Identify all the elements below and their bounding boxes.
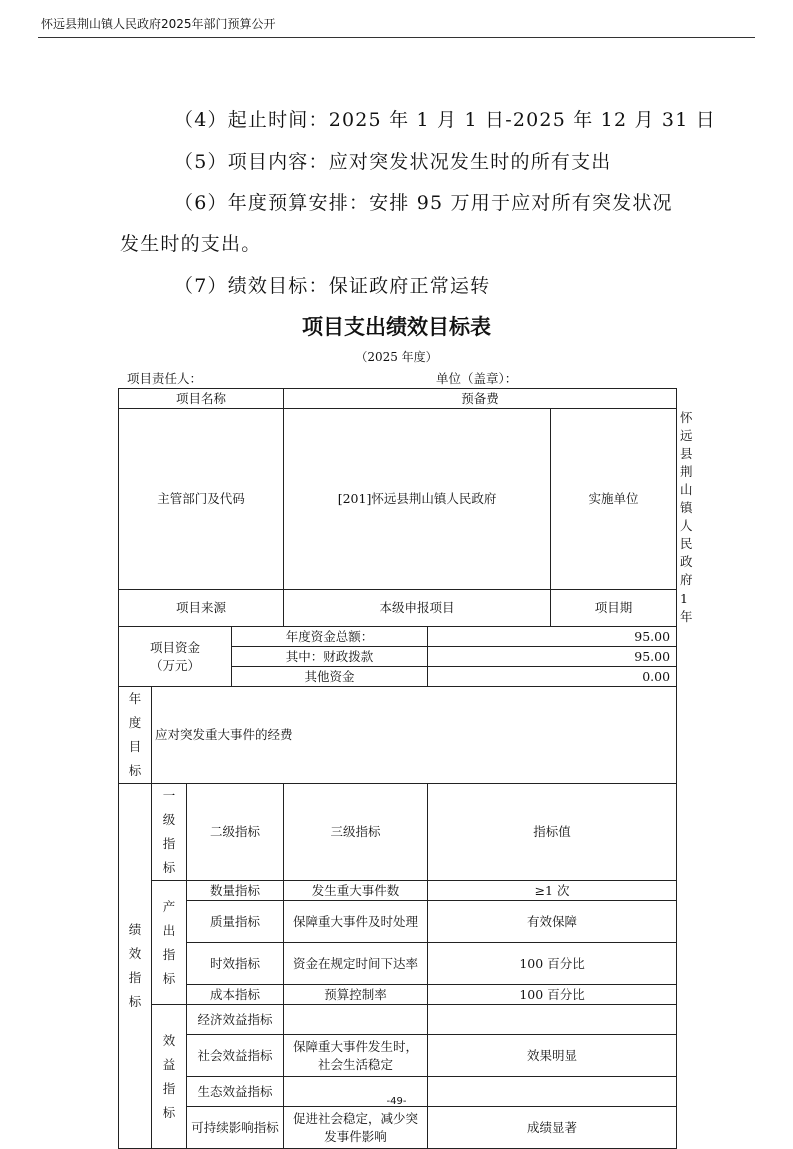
paragraph-content: （5）项目内容：应对突发状况发生时的所有支出 [174,151,612,173]
level2-cell: 成本指标 [187,985,284,1005]
benefit-char: 效 [162,1032,176,1048]
output-indicators-label [152,881,187,1005]
level1-char: 级 [162,812,176,827]
project-name-label: 项目名称 [119,389,284,409]
paragraph-time: （4）起止时间：2025 年 1 月 1 日-2025 年 12 月 31 日 [174,109,716,131]
annual-goal-char: 年 [128,691,142,706]
funds-label-line1: 项目资金 [149,639,200,655]
value-cell: 100 百分比 [428,943,677,985]
value-header: 指标值 [428,784,677,881]
level3-cell: 发生重大事件数 [284,881,428,901]
responsible-person-label: 项目责任人： [127,371,203,386]
table-row [119,784,677,881]
value-cell: 效果明显 [428,1035,677,1077]
paragraph-budget: （6）年度预算安排：安排 95 万用于应对所有突发状况 [174,192,673,214]
funds-label-line2: （万元） [149,657,200,673]
level2-cell: 数量指标 [187,881,284,901]
level1-char: 指 [162,836,176,851]
table-row [119,1005,677,1035]
level2-cell: 质量指标 [187,901,284,943]
value-cell [428,1005,677,1035]
annual-goal-char: 标 [128,763,142,778]
funds-label [119,627,232,687]
benefit-char: 标 [162,1104,176,1120]
level3-cell [284,1005,428,1035]
perf-char: 绩 [128,922,142,937]
header-divider [38,37,755,38]
benefit-char: 益 [162,1056,176,1072]
dept-label: 主管部门及代码 [119,409,284,590]
level3-cell: 促进社会稳定，减少突发事件影响 [284,1107,428,1149]
period-label: 项目期 [551,590,677,627]
table-row [119,389,677,409]
annual-goal-value: 应对突发重大事件的经费 [152,687,677,784]
table-row [119,881,677,901]
annual-goal-char: 度 [128,715,142,730]
level2-header: 二级指标 [187,784,284,881]
table-row [119,943,677,985]
level3-cell: 保障重大事件及时处理 [284,901,428,943]
dept-value: [201]怀远县荆山镇人民政府 [284,409,551,590]
perf-char: 效 [128,946,142,961]
value-cell: 100 百分比 [428,985,677,1005]
level2-cell: 可持续影响指标 [187,1107,284,1149]
output-char: 出 [162,922,176,938]
table-row [119,1035,677,1077]
table-row: 主管部门及代码 [201]怀远县荆山镇人民政府 实施单位 怀远县荆山镇人民政府 [119,409,677,590]
level3-cell: 预算控制率 [284,985,428,1005]
output-char: 标 [162,970,176,986]
source-value: 本级申报项目 [284,590,551,627]
performance-indicators-label [119,784,152,1149]
table-row [119,687,677,784]
paragraph-budget-cont: 发生时的支出。 [120,233,262,255]
impl-label: 实施单位 [551,409,677,590]
paragraph-goal: （7）绩效目标：保证政府正常运转 [174,275,491,297]
other-funds-value: 0.00 [428,667,677,687]
level2-cell: 经济效益指标 [187,1005,284,1035]
perf-char: 标 [128,994,142,1009]
value-cell: 成绩显著 [428,1107,677,1149]
value-cell: 有效保障 [428,901,677,943]
table-row [119,901,677,943]
page-header: 怀远县荆山镇人民政府2025年部门预算公开 [41,17,276,31]
table-row [119,1107,677,1149]
page-number: -49- [386,1096,407,1107]
fiscal-funds-value: 95.00 [428,647,677,667]
level3-cell: 保障重大事件发生时，社会生活稳定 [284,1035,428,1077]
output-char: 产 [162,898,176,914]
annual-goal-label [119,687,152,784]
value-cell: ≥1 次 [428,881,677,901]
table-row: 项目来源 本级申报项目 项目期 1 年 [119,590,677,627]
level2-cell: 生态效益指标 [187,1077,284,1107]
total-funds-label: 年度资金总额： [232,627,428,647]
level1-char: 一 [162,788,176,803]
table-row [119,985,677,1005]
level3-cell: 资金在规定时间下达率 [284,943,428,985]
performance-table [118,388,693,1149]
source-label: 项目来源 [119,590,284,627]
table-title: 项目支出绩效目标表 [302,315,491,339]
total-funds-value: 95.00 [428,627,677,647]
table-row [119,627,677,647]
level1-char: 标 [162,860,176,875]
level3-header: 三级指标 [284,784,428,881]
table-year: （2025 年度） [355,350,438,364]
annual-goal-char: 目 [128,739,142,754]
fiscal-funds-label: 其中：财政拨款 [232,647,428,667]
benefit-indicators-label [152,1005,187,1149]
level2-cell: 时效指标 [187,943,284,985]
level1-header [152,784,187,881]
project-name-value: 预备费 [284,389,677,409]
other-funds-label: 其他资金 [232,667,428,687]
unit-stamp-label: 单位（盖章）： [436,371,518,386]
level2-cell: 社会效益指标 [187,1035,284,1077]
perf-char: 指 [128,970,142,985]
benefit-char: 指 [162,1080,176,1096]
output-char: 指 [162,946,176,962]
